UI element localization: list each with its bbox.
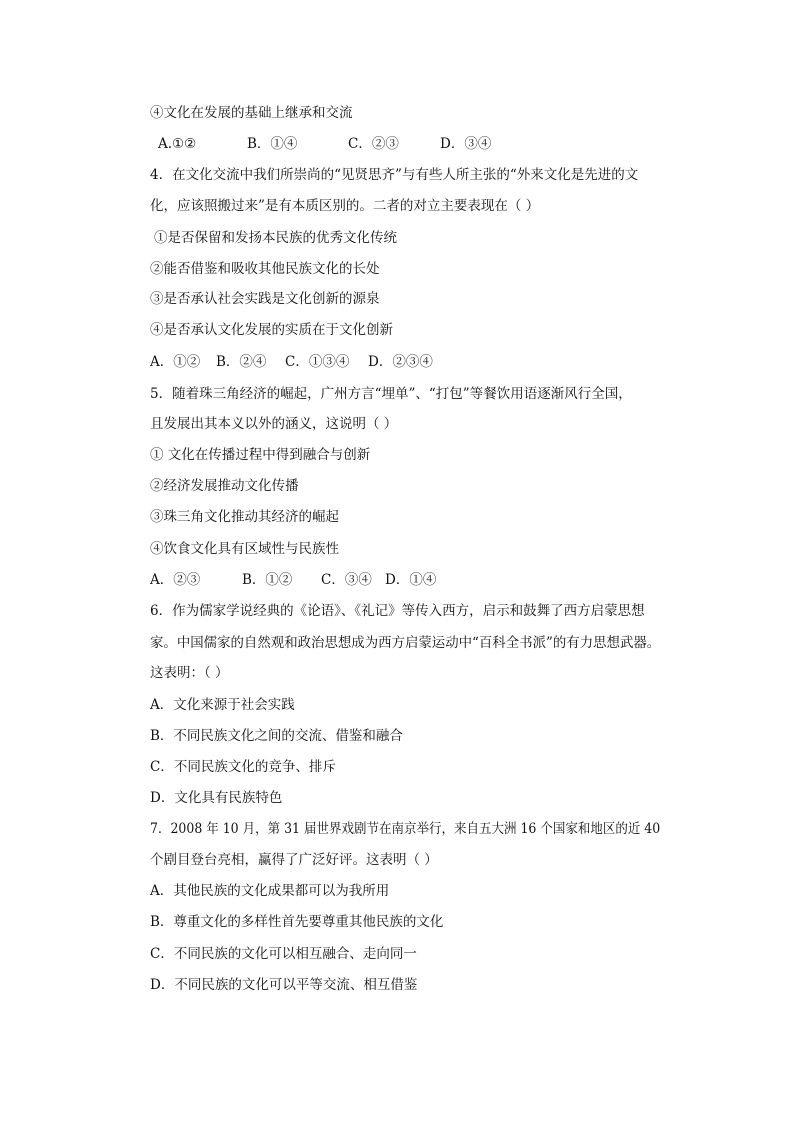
q6-stem-line-2: 家。中国儒家的自然观和政治思想成为西方启蒙运动中“百科全书派”的有力思想武器。: [150, 635, 661, 651]
q4-stem-line-2: 化，应该照搬过来”是有本质区别的。二者的对立主要表现在（ ）: [150, 198, 540, 214]
q6-option-c: C．不同民族文化的竞争、排斥: [150, 759, 336, 775]
q4-option-b: B．②④: [216, 354, 267, 370]
q4-option-d: D．②③④: [368, 354, 433, 370]
q5-option-c: C．③④: [321, 572, 372, 588]
q6-stem-line-3: 这表明：（ ）: [150, 665, 229, 681]
q7-option-b: B．尊重文化的多样性首先要尊重其他民族的文化: [150, 914, 444, 930]
q3-option-b: B．①④: [247, 136, 298, 152]
q7-stem-line-1: 7．2008 年 10 月，第 31 届世界戏剧节在南京举行，来自五大洲 16 个国家和地区的近 40: [150, 821, 661, 837]
q4-item-1: ①是否保留和发扬本民族的优秀文化传统: [154, 230, 397, 246]
q3-option-d: D．③④: [440, 136, 492, 152]
q4-option-c: C．①③④: [285, 354, 350, 370]
q5-option-b: B．①②: [242, 572, 293, 588]
q5-option-d: D．①④: [385, 572, 437, 588]
q7-stem-line-2: 个剧目登台亮相，赢得了广泛好评。这表明（ ）: [150, 852, 438, 868]
q5-item-2: ②经济发展推动文化传播: [150, 478, 299, 494]
q6-option-d: D．文化具有民族特色: [150, 790, 283, 806]
q3-option-c: C．②③: [348, 136, 399, 152]
q7-option-c: C．不同民族的文化可以相互融合、走向同一: [150, 946, 417, 962]
q4-item-2: ②能否借鉴和吸收其他民族文化的长处: [150, 261, 380, 277]
q6-stem-line-1: 6．作为儒家学说经典的《论语》、《礼记》等传入西方，启示和鼓舞了西方启蒙思想: [150, 603, 645, 619]
q7-option-a: A．其他民族的文化成果都可以为我所用: [150, 883, 390, 899]
q5-option-a: A．②③: [150, 572, 201, 588]
q6-option-a: A．文化来源于社会实践: [150, 697, 295, 713]
q3-option-a: A.①②: [158, 136, 197, 152]
q5-stem-line-2: 且发展出其本义以外的涵义，这说明（ ）: [150, 416, 398, 432]
q4-item-4: ④是否承认文化发展的实质在于文化创新: [150, 322, 393, 338]
q5-item-1: ① 文化在传播过程中得到融合与创新: [150, 447, 371, 463]
q4-stem-line-1: 4．在文化交流中我们所崇尚的“见贤思齐”与有些人所主张的“外来文化是先进的文: [150, 167, 639, 183]
q4-item-3: ③是否承认社会实践是文化创新的源泉: [150, 291, 380, 307]
q4-option-a: A．①②: [150, 354, 201, 370]
q6-option-b: B．不同民族文化之间的交流、借鉴和融合: [150, 728, 403, 744]
q3-item-4: ④文化在发展的基础上继承和交流: [150, 105, 353, 121]
q5-item-4: ④饮食文化具有区域性与民族性: [150, 541, 339, 557]
q7-option-d: D．不同民族的文化可以平等交流、相互借鉴: [150, 977, 418, 993]
q5-stem-line-1: 5．随着珠三角经济的崛起，广州方言“埋单”、“打包”等餐饮用语逐渐风行全国，: [150, 386, 632, 402]
q5-item-3: ③珠三角文化推动其经济的崛起: [150, 509, 339, 525]
